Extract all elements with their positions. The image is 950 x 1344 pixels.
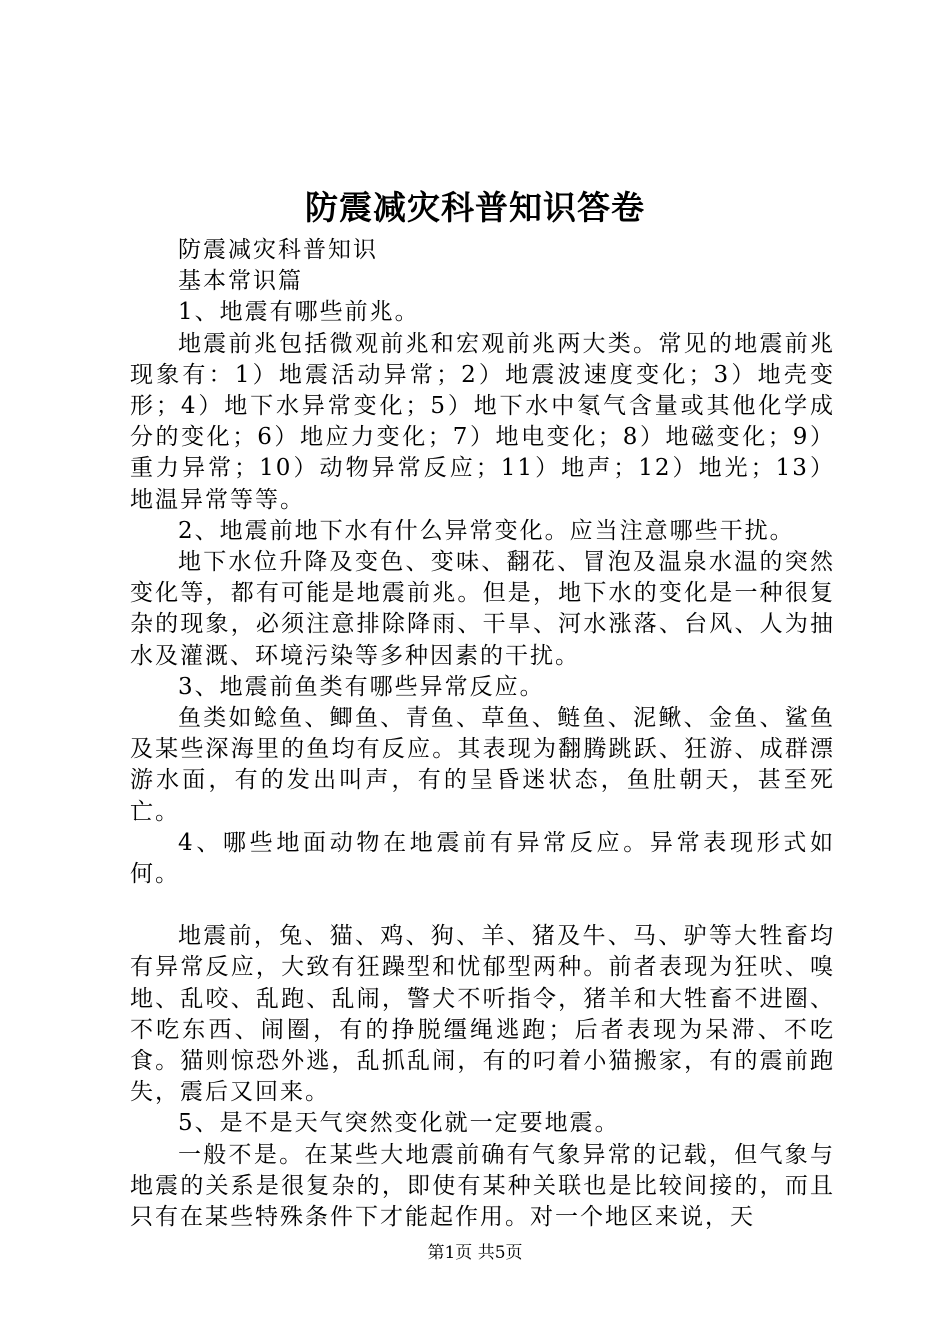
paragraph-subtitle: 防震减灾科普知识 (178, 237, 378, 263)
answer-5: 一般不是。在某些大地震前确有气象异常的记载，但气象与地震的关系是很复杂的，即使有某种关联也是比较间接的，而且只有在某些特殊条件下才能起作用。对一个地区来说，天 (130, 1141, 835, 1231)
question-5: 5、是不是天气突然变化就一定要地震。 (178, 1110, 620, 1137)
question-2: 2、地震前地下水有什么异常变化。应当注意哪些干扰。 (178, 517, 795, 544)
question-3: 3、地震前鱼类有哪些异常反应。 (178, 673, 545, 700)
answer-2: 地下水位升降及变色、变味、翻花、冒泡及温泉水温的突然变化等，都有可能是地震前兆。但是，地下水的变化是一种很复杂的现象，必须注意排除降雨、干旱、河水涨落、台风、人为抽水及灌溉、环境污染等多种因素的干扰。 (130, 549, 835, 669)
document-title: 防震减灾科普知识答卷 (305, 188, 645, 227)
paragraph-section-heading: 基本常识篇 (178, 268, 303, 295)
document-body (130, 235, 835, 1233)
question-4: 4、哪些地面动物在地震前有异常反应。异常表现形式如何。 (130, 829, 835, 888)
answer-4: 地震前，兔、猫、鸡、狗、羊、猪及牛、马、驴等大牲畜均有异常反应，大致有狂躁型和忧郁型两种。前者表现为狂吠、嗅地、乱咬、乱跑、乱闹，警犬不听指令，猪羊和大牲畜不进圈、不吃东西、闹圈，有的挣脱缰绳逃跑；后者表现为呆滞、不吃食。猫则惊恐外逃，乱抓乱闹，有的叼着小猫搬家，有的震前跑失，震后又回来。 (130, 923, 835, 1106)
answer-1: 地震前兆包括微观前兆和宏观前兆两大类。常见的地震前兆现象有：1）地震活动异常；2）地震波速度变化；3）地壳变形；4）地下水异常变化；5）地下水中氡气含量或其他化学成分的变化；6）地应力变化；7）地电变化；8）地磁变化；9）重力异常；10）动物异常反应；11）地声；12）地光；13）地温异常等等。 (130, 330, 835, 513)
answer-3: 鱼类如鲶鱼、鲫鱼、青鱼、草鱼、鲢鱼、泥鳅、金鱼、鲨鱼及某些深海里的鱼均有反应。其表现为翻腾跳跃、狂游、成群漂游水面，有的发出叫声，有的呈昏迷状态，鱼肚朝天，甚至死亡。 (130, 705, 835, 825)
page-number-footer: 第1页 共5页 (427, 1243, 523, 1263)
question-1: 1、地震有哪些前兆。 (178, 299, 420, 326)
